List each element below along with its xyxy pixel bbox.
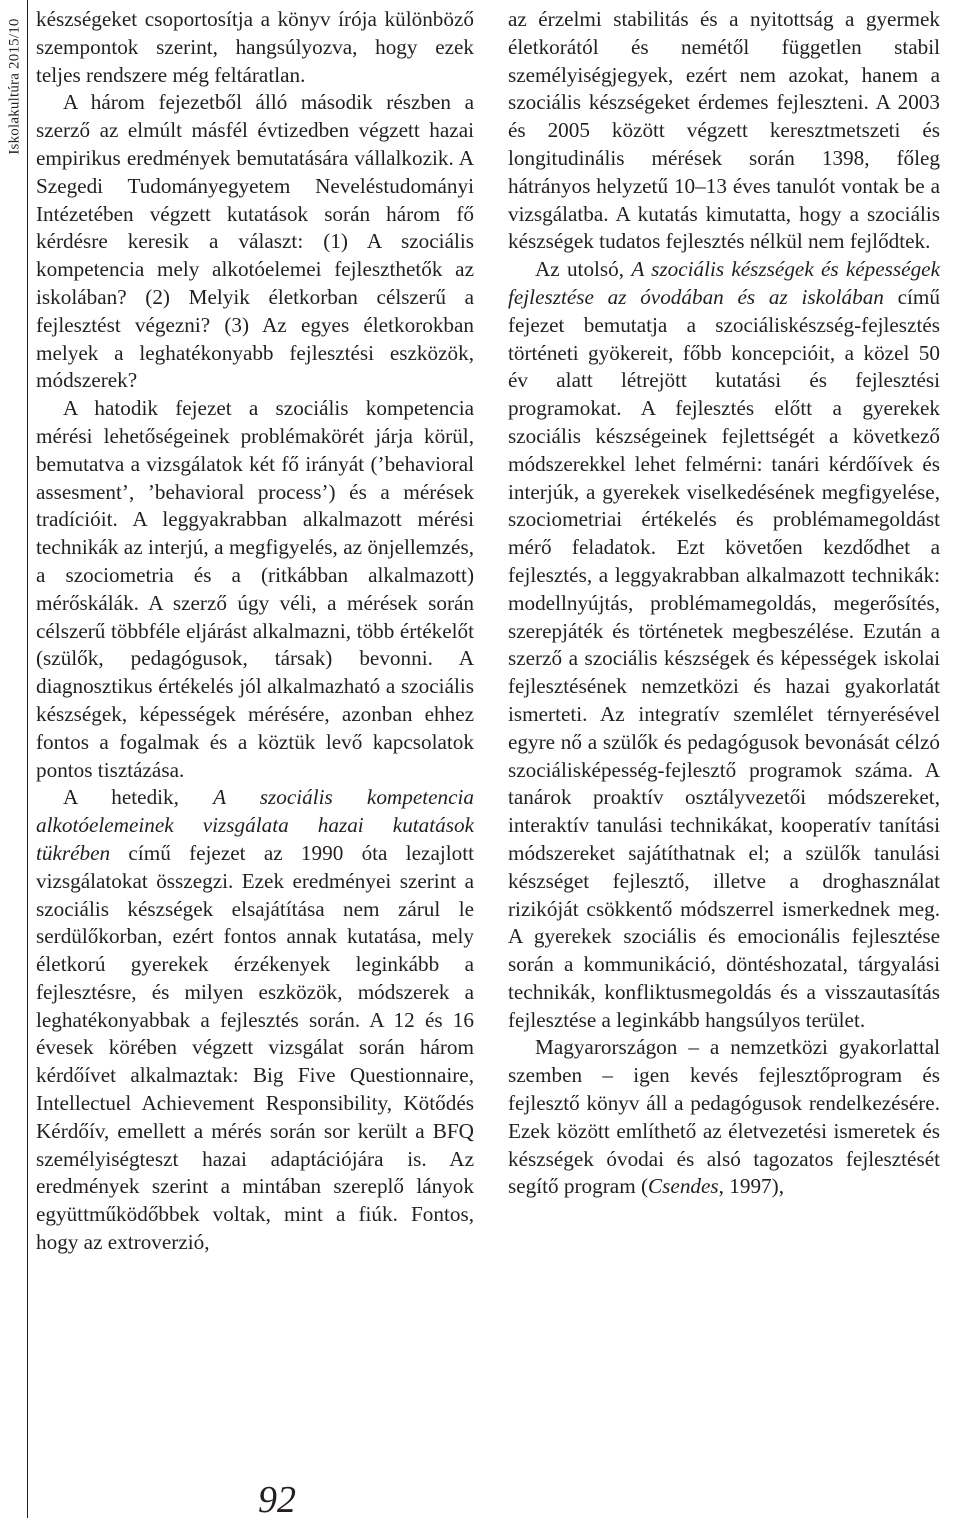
left-p4-lead: A hetedik, [63,785,214,810]
right-p2-body: című fejezet bemutatja a szociáliskészség-fejlesztés történeti gyökereit, főbb koncepcióit, a közel 50 év alatt létrejött kutatási és fejlesztési programokat. A fejlesztés előtt a gyerekek szociális készségeinek fejlettségét a következő módszerekkel lehet felmérni: tanári kérdőívek és interjúk, a gyerekek viselkedésének megfigyelése, szociometriai értékelés és problémamegoldást mérő feladatok. Ezt követően kezdődhet a fejlesztés, a leggyakrabban alkalmazott technikák: modellnyújtás, problémamegoldás, megerősítés, szerepjáték és történetek megbeszélése. Ezután a szerző a szociális készségek és képességek iskolai fejlesztésének nemzetközi és hazai gyakorlatát ismerteti. Az integratív szemlélet térnyerésével egyre nő a szülők és pedagógusok bevonását célzó szociálisképesség-fejlesztő programok száma. A tanárok proaktív osztályvezetői módszereket, interaktív tanulási technikákat, kooperatív tanítási módszereket sajátíthatnak el; a szülők tanulási készséget fejlesztő, illetve a droghasználat rizikóját csökkentő módszerrel ismerkednek meg. A gyerekek szociális és emocionális fejlesztése során a kommunikáció, döntéshozatal, tárgyalási technikák, konfliktusmegoldás és a visszautasítás fejlesztése a leginkább hangsúlyos terület. [508,284,940,1032]
right-paragraph-1: az érzelmi stabilitás és a nyitottság a gyermek életkorától és nemétől független stabil személyiségjegyek, ezért nem azokat, hanem a szociális készségeket érdemes fejleszteni. A 2003 és 2005 között végzett keresztmetszeti és longitudinális mérések során 1398, főleg hátrányos helyzetű 10–13 éves tanulót vontak be a vizsgálatba. A kutatás kimutatta, hogy a szociális készségek tudatos fejlesztés nélkül nem fejlődtek. [508,7,940,254]
left-column [36,6,474,1257]
page-number: 92 [258,1479,296,1521]
left-paragraph-2: A három fejezetből álló második részben a szerző az elmúlt másfél évtizedben végzett hazai empirikus eredmények bemutatására vállalkozik. A Szegedi Tudományegyetem Neveléstudományi Intézetében végzett kutatások során három fő kérdésre keresik a választ: (1) A szociális kompetencia mely alkotóelemei fejleszthetők az iskolában? (2) Melyik életkorban célszerű a fejlesztést végezni? (3) Az egyes életkorokban melyek a leghatékonyabb fejlesztési eszközök, módszerek? [36,90,474,393]
right-p3-body: Magyarországon – a nemzetközi gyakorlattal szemben – igen kevés fejlesztőprogram és fejlesztő könyv áll a pedagógusok rendelkezésére. Ezek között említhető az életvezetési ismeretek és készségek óvodai és alsó tagozatos fejlesztését segítő program ( [508,1035,940,1199]
right-paragraph-3 [508,1034,940,1201]
left-paragraph-4 [36,784,474,1257]
chapter-title-last: A szociális készségek és képességek fejlesztése az óvodában és az iskolában [508,257,940,309]
right-p3-tail: , 1997), [718,1174,784,1199]
right-column [508,6,940,1201]
right-p2-lead: Az utolsó, [535,257,632,282]
citation-author: Csendes [648,1174,719,1199]
right-paragraph-2 [508,256,940,1034]
left-paragraph-1: készségeket csoportosítja a könyv írója különböző szempontok szerint, hangsúlyozva, hogy ezek teljes rendszere még feltáratlan. [36,7,474,87]
chapter-title-seventh: A szociális kompetencia alkotóelemeinek vizsgálata hazai kutatások tükrében [36,785,474,865]
left-p4-body: című fejezet az 1990 óta lezajlott vizsgálatokat összegzi. Ezek eredményei szerint a szociális készségek elsajátítása nem zárul le serdülőkorban, ezért fontos annak kutatása, mely életkorú gyerekek érzékenyek leginkább a fejlesztésre, és milyen eszközök, módszerek a leghatékonyabbak a fejlesztés során. A 12 és 16 évesek körében végzett vizsgálat során három kérdőívet alkalmaztak: Big Five Questionnaire, Intellectuel Achievement Responsibility, Kötődés Kérdőív, emellett a mérés során sor került a BFQ személyiségteszt hazai adaptációjára is. Az eredmények szerint a mintában szereplő lányok együttműködőbbek voltak, mint a fiúk. Fontos, hogy az extroverzió, [36,840,474,1255]
side-strip [0,0,28,1518]
running-head: Iskolakultúra 2015/10 [6,18,23,155]
left-paragraph-3: A hatodik fejezet a szociális kompetencia mérési lehetőségeinek problémakörét járja körül, bemutatva a vizsgálatok két fő irányát (’behavioral assesment’, ’behavioral process’) és a mérések tradícióit. A leggyakrabban alkalmazott mérési technikák az interjú, a megfigyelés, az önjellemzés, a szociometria és a (ritkábban alkalmazott) mérőskálák. A szerző úgy véli, a mérések során célszerű többféle eljárást alkalmazni, több értékelőt (szülők, pedagógusok, társak) bevonni. A diagnosztikus értékelés jól alkalmazható a szociális készségek, képességek mérésére, azonban ehhez fontos a fogalmak és a köztük levő kapcsolatok pontos tisztázása. [36,396,474,782]
